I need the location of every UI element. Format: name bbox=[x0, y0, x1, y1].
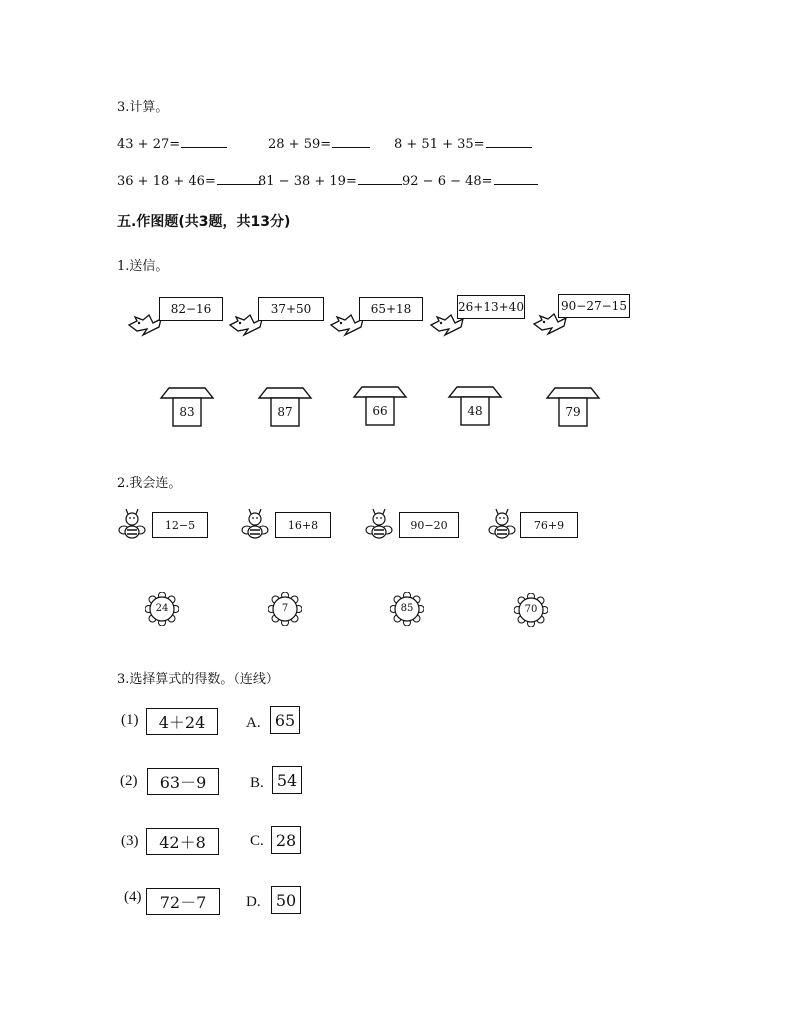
answer-blank[interactable] bbox=[486, 135, 532, 148]
house[interactable] bbox=[255, 384, 315, 430]
house-number: 83 bbox=[179, 405, 195, 419]
calc-item bbox=[117, 172, 261, 189]
bee-expression: 76+9 bbox=[520, 512, 578, 538]
house-number: 87 bbox=[277, 405, 293, 419]
bee-expression: 16+8 bbox=[275, 512, 331, 538]
flower-number: 70 bbox=[524, 604, 538, 615]
calc-expression: 92 − 6 − 48= bbox=[402, 174, 493, 189]
letter-box: 82−16 bbox=[159, 297, 223, 321]
answer-box[interactable]: 65 bbox=[270, 706, 300, 734]
expression-box[interactable]: 4＋24 bbox=[146, 708, 218, 735]
bee-card[interactable] bbox=[241, 508, 333, 544]
bird-letter[interactable] bbox=[429, 295, 529, 341]
bee-icon bbox=[241, 508, 277, 544]
house-number: 79 bbox=[565, 405, 581, 419]
calc-item bbox=[258, 172, 402, 189]
row-number: (2) bbox=[120, 773, 138, 789]
bird-letter[interactable] bbox=[228, 297, 328, 341]
house[interactable] bbox=[445, 383, 505, 429]
answer-blank[interactable] bbox=[332, 135, 370, 148]
option-letter: D. bbox=[246, 894, 261, 910]
calc-expression: 36 + 18 + 46= bbox=[117, 174, 216, 189]
bee-icon bbox=[365, 508, 401, 544]
q1-title: 1.送信。 bbox=[117, 259, 169, 274]
flower-number: 85 bbox=[400, 603, 414, 614]
bee-icon bbox=[488, 508, 524, 544]
answer-box[interactable]: 54 bbox=[272, 766, 302, 794]
letter-box: 26+13+40 bbox=[457, 295, 525, 319]
letter-box: 90−27−15 bbox=[558, 294, 630, 318]
calc-expression: 43 + 27= bbox=[117, 137, 181, 152]
calc-expression: 81 − 38 + 19= bbox=[258, 174, 357, 189]
calc-title: 3.计算。 bbox=[117, 100, 169, 115]
flower[interactable] bbox=[390, 592, 424, 626]
bee-card[interactable] bbox=[488, 508, 580, 544]
calc-item bbox=[117, 135, 227, 152]
bird-letter[interactable] bbox=[127, 297, 227, 341]
bird-letter[interactable] bbox=[532, 294, 636, 340]
house-number: 66 bbox=[372, 404, 388, 418]
bee-icon bbox=[118, 508, 154, 544]
answer-blank[interactable] bbox=[358, 172, 402, 185]
flower-number: 7 bbox=[281, 603, 289, 614]
bee-expression: 12−5 bbox=[152, 512, 208, 538]
expression-box[interactable]: 72－7 bbox=[146, 888, 220, 915]
row-number: (4) bbox=[124, 889, 142, 905]
house-number: 48 bbox=[467, 404, 483, 418]
option-letter: C. bbox=[250, 833, 264, 849]
option-letter: B. bbox=[250, 775, 264, 791]
calc-expression: 8 + 51 + 35= bbox=[394, 137, 485, 152]
flower[interactable] bbox=[514, 593, 548, 627]
flower[interactable] bbox=[268, 592, 302, 626]
answer-blank[interactable] bbox=[181, 135, 227, 148]
house[interactable] bbox=[350, 383, 410, 429]
row-number: (1) bbox=[121, 712, 139, 728]
expression-box[interactable]: 63－9 bbox=[147, 768, 219, 795]
answer-box[interactable]: 50 bbox=[271, 886, 301, 914]
option-letter: A. bbox=[246, 715, 261, 731]
flower[interactable] bbox=[145, 592, 179, 626]
house[interactable] bbox=[157, 384, 217, 430]
bird-letter[interactable] bbox=[329, 297, 429, 341]
house[interactable] bbox=[543, 384, 603, 430]
letter-box: 37+50 bbox=[258, 297, 324, 321]
expression-box[interactable]: 42＋8 bbox=[146, 828, 219, 855]
section-heading: 五.作图题(共3题，共13分) bbox=[117, 214, 291, 230]
bee-card[interactable] bbox=[365, 508, 461, 544]
row-number: (3) bbox=[121, 833, 139, 849]
calc-expression: 28 + 59= bbox=[268, 137, 332, 152]
answer-blank[interactable] bbox=[217, 172, 261, 185]
calc-item bbox=[268, 135, 370, 152]
answer-box[interactable]: 28 bbox=[271, 826, 301, 854]
q3-title: 3.选择算式的得数。（连线） bbox=[117, 672, 279, 687]
calc-item bbox=[402, 172, 538, 189]
q2-title: 2.我会连。 bbox=[117, 476, 182, 491]
answer-blank[interactable] bbox=[494, 172, 538, 185]
calc-item bbox=[394, 135, 532, 152]
bee-expression: 90−20 bbox=[399, 512, 459, 538]
letter-box: 65+18 bbox=[359, 297, 423, 321]
flower-number: 24 bbox=[155, 603, 169, 614]
bee-card[interactable] bbox=[118, 508, 210, 544]
